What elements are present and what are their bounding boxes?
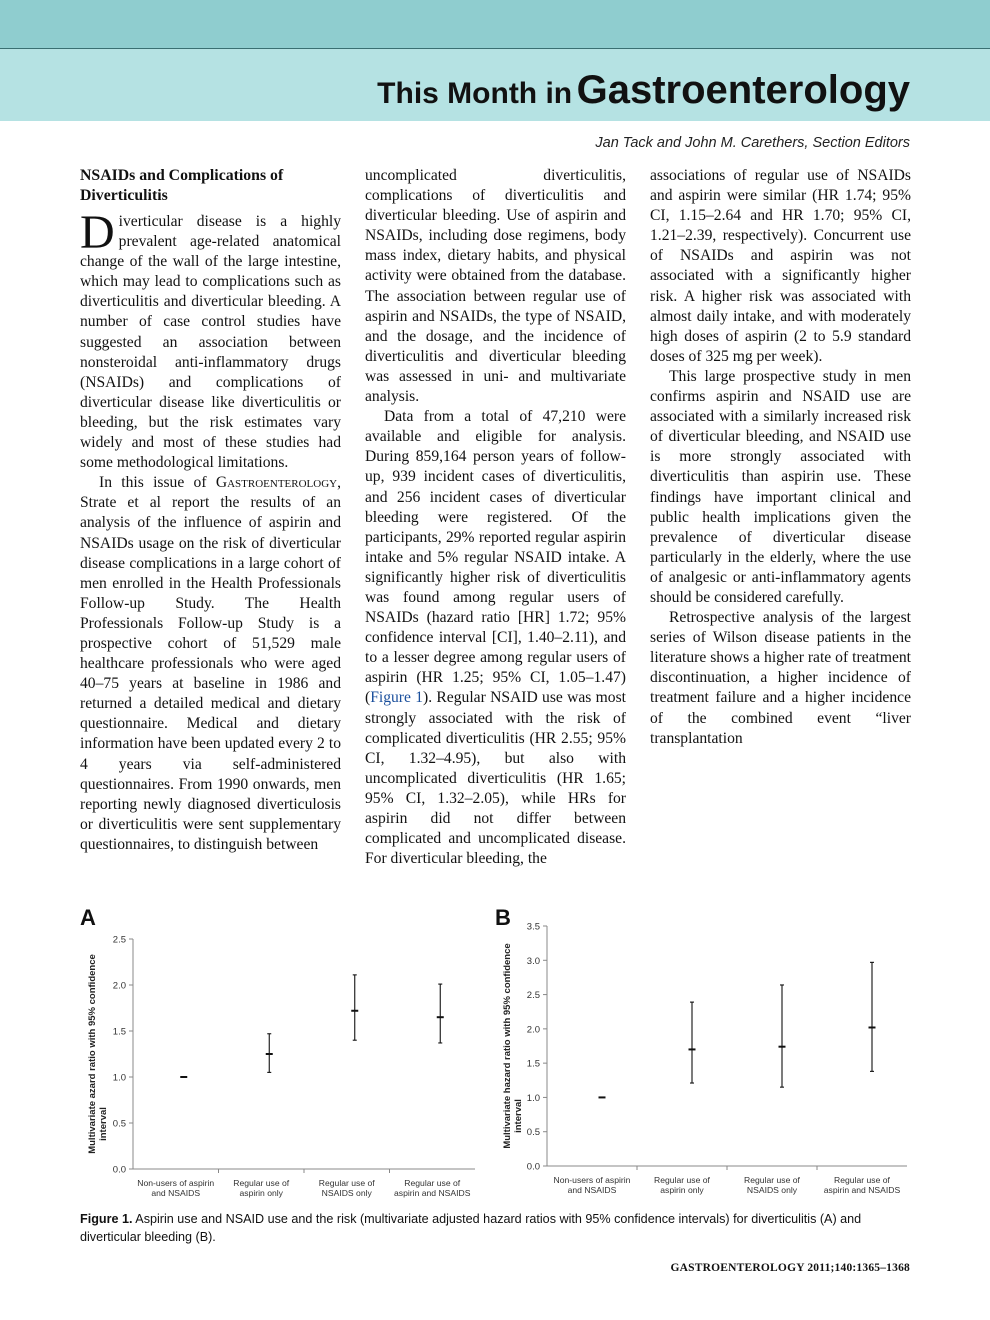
section-title-prefix: This Month in — [377, 77, 573, 110]
figure-caption-label: Figure 1. — [80, 1212, 133, 1226]
figure-caption-text: Aspirin use and NSAID use and the risk (multivariate adjusted hazard ratios with 95% confidence intervals) for diverticulitis (A) and diverticular bleeding (B). — [80, 1212, 862, 1244]
x-category-label: aspirin only — [660, 1185, 704, 1195]
paragraph-2 — [80, 473, 341, 855]
y-tick-label: 0.0 — [112, 1164, 126, 1176]
section-editors: Jan Tack and John M. Carethers, Section Editors — [595, 135, 910, 151]
y-tick-label: 3.5 — [526, 921, 540, 933]
header-band-top — [0, 0, 990, 48]
y-tick-label: 1.0 — [526, 1092, 540, 1104]
y-tick-label: 3.0 — [526, 955, 540, 967]
paragraph-1 — [80, 206, 341, 473]
x-category-label: aspirin and NSAIDS — [394, 1188, 471, 1198]
x-category-label: and NSAIDS — [567, 1185, 617, 1195]
text-column-1 — [80, 166, 341, 855]
section-title-main: Gastroenterology — [576, 68, 910, 112]
paragraph-3-start: Data from a total of 47,210 were available and eligible for analysis. During 859,164 person years of follow-up, 939 incident cases of diverticulitis, and 256 incident cases of diverticular bleeding were registered. Of the participants, 29% reported regular aspirin intake and 5% regular NSAID intake. A significantly higher risk of diverticulitis was found among regular users of NSAIDs (hazard ratio [HR] 1.72; 95% confidence interval [CI], 1.40–2.11), and to a lesser degree among regular users of aspirin (HR 1.25; 95% CI, 1.05–1.47) ( — [365, 408, 626, 707]
text-column-3 — [650, 166, 911, 749]
x-category-label: aspirin only — [239, 1188, 283, 1198]
y-tick-label: 1.5 — [112, 1026, 126, 1038]
y-tick-label: 0.5 — [526, 1127, 540, 1139]
x-category-label: Regular use of — [318, 1178, 375, 1188]
x-category-label: Non-users of aspirin — [137, 1178, 215, 1188]
article-heading: NSAIDs and Complications of Diverticulitis — [80, 167, 284, 204]
x-category-label: Regular use of — [404, 1178, 461, 1188]
x-category-label: aspirin and NSAIDS — [823, 1185, 901, 1195]
figure-caption — [80, 1210, 912, 1246]
paragraph-5: Retrospective analysis of the largest series of Wilson disease patients in the literature shows a higher rate of treatment discontinuation, a higher incidence of treatment failure and a higher incidence of the combined event “liver transplantation — [650, 609, 911, 747]
paragraph-3 — [365, 407, 626, 869]
journal-name: Gastroenterology — [215, 474, 338, 492]
journal-citation: GASTROENTEROLOGY 2011;140:1365–1368 — [670, 1262, 910, 1274]
y-tick-label: 2.5 — [526, 990, 540, 1002]
x-category-label: NSAIDS only — [746, 1185, 798, 1195]
x-category-label: NSAIDS only — [321, 1188, 372, 1198]
panel-label: A — [80, 905, 96, 930]
paragraph-2-text: uncomplicated diverticulitis, complications of diverticulitis and diverticular bleeding. Use of aspirin and NSAIDs, including dose regimens, body mass index, dietary habits, and physical activity were obtained from the database. The association between regular use of aspirin and NSAIDs, the type of NSAID, and the dosage, and the incidence of diverticulitis and diverticular bleeding was assessed in uni- and multivariate analysis. — [365, 167, 626, 406]
x-category-label: Regular use of — [834, 1175, 890, 1185]
paragraph-3-text: associations of regular use of NSAIDs and aspirin were similar (HR 1.74; 95% CI, 1.15–2.64 and HR 1.70; 95% CI, 1.21–2.39, respectively). Concurrent use of NSAIDs and aspirin was not associated with a significantly higher risk. A higher risk was associated with almost daily intake, and with moderately high doses of aspirin (2 to 5.9 standard doses of 325 mg per week). — [650, 167, 911, 365]
paragraph-2-start: In this issue of — [99, 474, 216, 492]
y-tick-label: 0.0 — [526, 1161, 540, 1173]
x-category-label: Regular use of — [233, 1178, 290, 1188]
paragraph-3 — [650, 166, 911, 367]
text-column-2 — [365, 166, 626, 869]
x-category-label: Regular use of — [654, 1175, 710, 1185]
paragraph-4: This large prospective study in men confirms aspirin and NSAID use are associated with a similarly increased risk of diverticular bleeding, and NSAID use is more strongly associated with diverticulitis than aspirin use. These findings have important clinical and public health implications given the prevalence of diverticular disease particularly in the elderly, where the use of analgesic or anti-inflammatory agents should be considered carefully. — [650, 367, 911, 606]
paragraph-2 — [365, 166, 626, 407]
y-tick-label: 0.5 — [112, 1118, 126, 1130]
x-category-label: and NSAIDS — [151, 1188, 201, 1198]
y-tick-label: 1.0 — [112, 1072, 126, 1084]
x-category-label: Regular use of — [744, 1175, 800, 1185]
paragraph-3-text: ). Regular NSAID use was most strongly associated with the risk of complicated diverticulitis (HR 2.55; 95% CI, 1.32–4.95), but also with uncomplicated diverticulitis (HR 1.65; 95% CI, 1.32–2.05), while HRs for aspirin did not differ between complicated and uncomplicated disease. For diverticular bleeding, the — [365, 689, 626, 868]
section-title — [377, 68, 910, 113]
chart-panel-a — [80, 903, 480, 1203]
y-tick-label: 1.5 — [526, 1058, 540, 1070]
y-tick-label: 2.0 — [112, 980, 126, 992]
y-axis-label: Multivariate azard ratio with 95% confidenceinterval — [87, 954, 109, 1154]
figure-1-link[interactable]: Figure 1 — [370, 689, 424, 707]
y-axis-label: Multivariate hazard ratio with 95% confidenceinterval — [502, 943, 524, 1149]
paragraph-1-text: iverticular disease is a highly prevalent age-related anatomical change of the wall of the large intestine, which may lead to complications such as diverticulitis and diverticular bleeding. A number of case control studies have suggested an association between nonsteroidal anti-inflammatory drugs (NSAIDs) and complications of diverticular disease like diverticulitis or bleeding, but the risk estimates vary widely and most of these studies had some methodological limitations. — [80, 213, 341, 472]
y-tick-label: 2.5 — [112, 934, 126, 946]
x-category-label: Non-users of aspirin — [553, 1175, 631, 1185]
y-tick-label: 2.0 — [526, 1024, 540, 1036]
chart-panel-b — [495, 903, 915, 1203]
paragraph-2-text: , Strate et al report the results of an analysis of the influence of aspirin and NSAIDs usage on the risk of diverticular disease complications in a large cohort of men enrolled in the Health Professionals Follow-up Study. The Health Professionals Follow-up Study is a prospective cohort of 51,529 male healthcare professionals who were aged 40–75 years at baseline in 1986 and returned a detailed medical and dietary questionnaire. Medical and dietary information have been updated every 2 to 4 years via self-administered questionnaires. From 1990 onwards, men reporting newly diagnosed diverticulosis or diverticulitis were sent supplementary questionnaires, to distinguish between — [80, 474, 341, 853]
drop-cap: D — [80, 206, 115, 259]
panel-label: B — [495, 905, 511, 930]
